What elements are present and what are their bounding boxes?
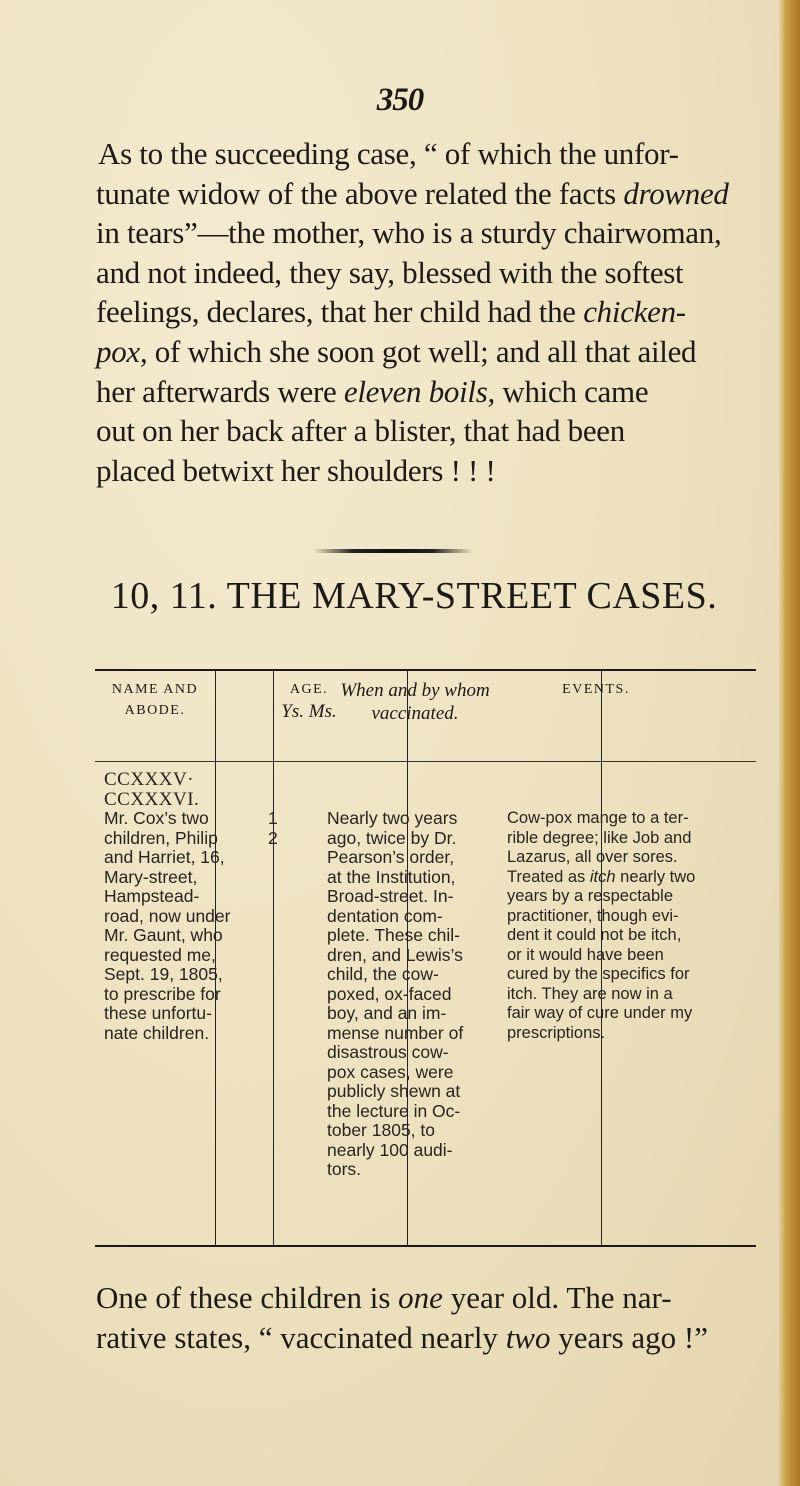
text-line: placed betwixt her shoulders ! ! !: [96, 452, 496, 488]
header-events: EVENTS.: [562, 682, 630, 697]
opening-paragraph: [96, 134, 762, 490]
header-vaccinated: When and by whom vaccinated.: [340, 680, 490, 724]
text-line: out on her back after a blister, that had been: [96, 413, 625, 449]
closing-paragraph: [96, 1278, 776, 1357]
age-column: 1 2: [268, 808, 278, 848]
text-line: As to the succeeding case, “ of which the unfor-: [98, 136, 679, 171]
column-divider: [273, 671, 274, 1245]
case-number: CCXXXVI.: [104, 788, 200, 810]
text-line: tunate widow of the above related the facts drowned: [96, 175, 729, 211]
cases-table: [95, 669, 756, 1247]
vaccinated-column: Nearly two years ago, twice by Dr. Pearson’s order, at the Institution, Broad-street. In- dentation com- plete. These chil- dren, and Lewis’s child, the cow- poxed, ox-faced boy, and an im- mense number of disastrous cow- pox cases, were publicly shewn at the lecture in Oc- tober 1805, to nearly 100 audi- tors.: [327, 808, 464, 1179]
decorative-rule: [313, 549, 473, 553]
text-line: feelings, declares, that her child had the chicken-: [96, 294, 686, 330]
page-number: 350: [376, 82, 424, 118]
text-line: One of these children is one year old. The nar-: [96, 1280, 672, 1315]
events-column: Cow-pox mange to a ter- rible degree; like Job and Lazarus, all over sores. Treated as itch nearly two years by a respectable practitioner, though evi- dent it could not be itch, or it would have been cured by the specifics for itch. They are now in a fair way of cure under my prescriptions.: [507, 809, 696, 1042]
text-line: pox, of which she soon got well; and all that ailed: [96, 333, 697, 369]
text-line: and not indeed, they say, blessed with the softest: [96, 254, 684, 290]
page-edge: [778, 0, 800, 1486]
text-line: her afterwards were eleven boils, which came: [96, 373, 649, 409]
case-number: CCXXXV·: [104, 769, 195, 790]
header-name: NAME AND ABODE.: [111, 682, 199, 718]
header-rule: [95, 761, 756, 762]
text-line: in tears”—the mother, who is a sturdy chairwoman,: [96, 215, 722, 251]
text-line: rative states, “ vaccinated nearly two years ago !”: [96, 1319, 708, 1355]
name-column: CCXXXV· CCXXXVI. Mr. Cox’s two children, Philip and Harriet, 16, Mary-street, Hampstead- road, now under Mr. Gaunt, who requested me, Sept. 19, 1805, to prescribe for these unfortu- nate children.: [104, 769, 231, 1043]
header-age: AGE. Ys. Ms.: [281, 682, 337, 722]
section-title: 10, 11. THE MARY-STREET CASES.: [110, 575, 718, 617]
